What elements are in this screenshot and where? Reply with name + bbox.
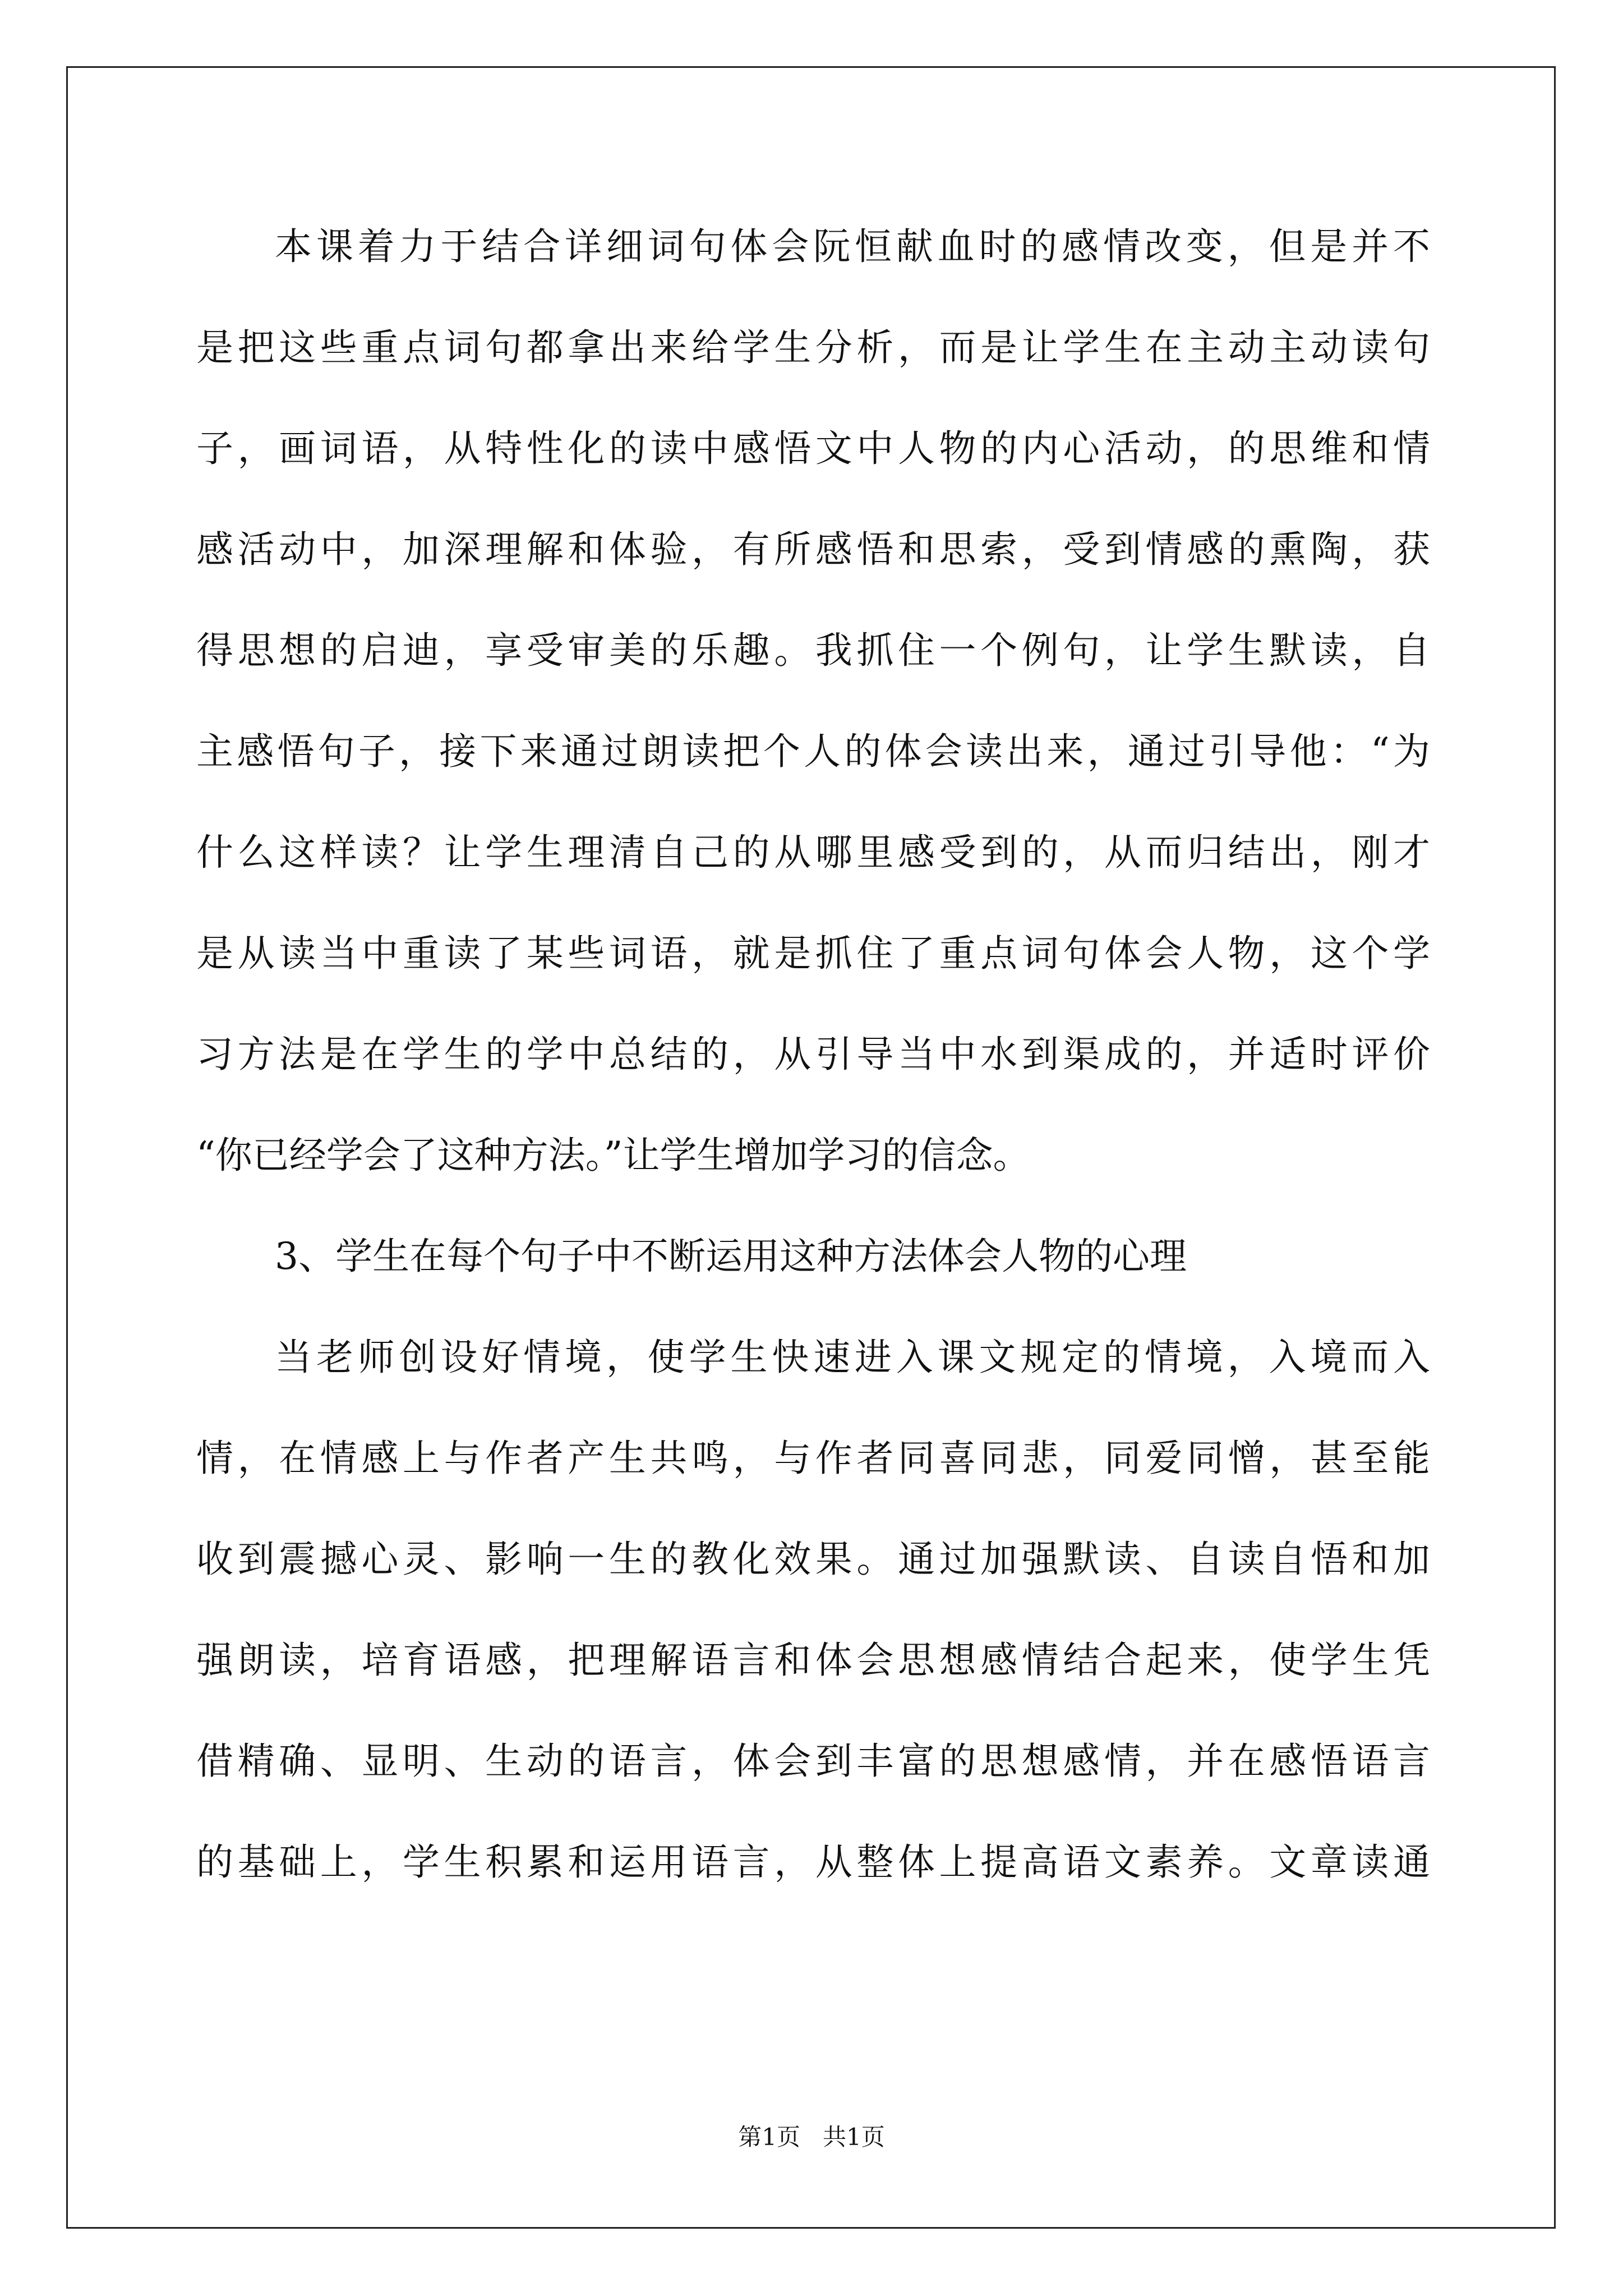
text-line: “你已经学会了这种方法。”让学生增加学习的信念。	[196, 1134, 1030, 1177]
text-line: 本课着力于结合详细词句体会阮恒献血时的感情改变，但是并不	[275, 225, 1430, 268]
text-line: 是把这些重点词句都拿出来给学生分析，而是让学生在主动主动读句	[196, 326, 1430, 369]
text-line: 子，画词语，从特性化的读中感悟文中人物的内心活动，的思维和情	[196, 427, 1430, 470]
text-line: 感活动中，加深理解和体验，有所感悟和思索，受到情感的熏陶，获	[196, 528, 1430, 571]
text-line: 借精确、显明、生动的语言，体会到丰富的思想感情，并在感悟语言	[196, 1740, 1430, 1783]
text-line: 习方法是在学生的学中总结的，从引导当中水到渠成的，并适时评价	[196, 1033, 1430, 1076]
page-footer: 第1页 共1页	[738, 2123, 885, 2151]
text-line: 的基础上，学生积累和运用语言，从整体上提高语文素养。文章读通	[196, 1841, 1430, 1884]
text-line: 情，在情感上与作者产生共鸣，与作者同喜同悲，同爱同憎，甚至能	[196, 1437, 1430, 1480]
text-line: 什么这样读？让学生理清自己的从哪里感受到的，从而归结出，刚才	[196, 831, 1430, 874]
text-line: 得思想的启迪，享受审美的乐趣。我抓住一个例句，让学生默读，自	[196, 629, 1430, 672]
section-heading: 3、学生在每个句子中不断运用这种方法体会人物的心理	[275, 1235, 1187, 1278]
text-line: 收到震撼心灵、影响一生的教化效果。通过加强默读、自读自悟和加	[196, 1538, 1430, 1581]
text-line: 主感悟句子，接下来通过朗读把个人的体会读出来，通过引导他：“为	[196, 730, 1430, 773]
text-line: 强朗读，培育语感，把理解语言和体会思想感情结合起来，使学生凭	[196, 1639, 1430, 1682]
text-line: 当老师创设好情境，使学生快速进入课文规定的情境，入境而入	[275, 1336, 1430, 1379]
text-line: 是从读当中重读了某些词语，就是抓住了重点词句体会人物，这个学	[196, 932, 1430, 975]
body-text	[196, 208, 1430, 1924]
